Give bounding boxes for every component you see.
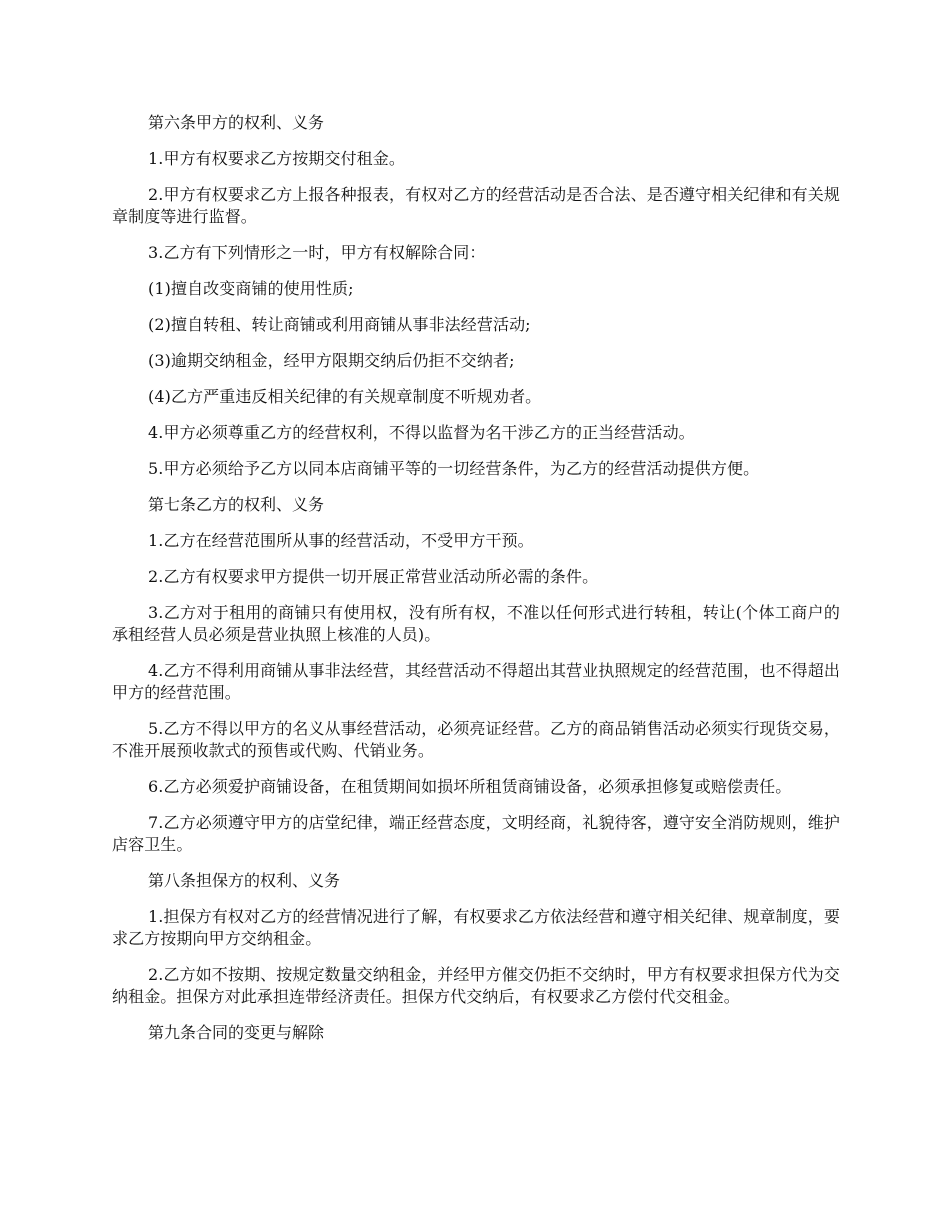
article-6-clause-1: 1.甲方有权要求乙方按期交付租金。	[148, 149, 405, 168]
document-body	[112, 112, 840, 1058]
article-7-clause-4: 4.乙方不得利用商铺从事非法经营，其经营活动不得超出其营业执照规定的经营范围，也不得超出甲方的经营范围。	[112, 661, 840, 702]
article-7-clause-2: 2.乙方有权要求甲方提供一切开展正常营业活动所必需的条件。	[148, 567, 599, 586]
article-6-clause-2: 2.甲方有权要求乙方上报各种报表，有权对乙方的经营活动是否合法、是否遵守相关纪律和有关规章制度等进行监督。	[112, 185, 840, 226]
article-6-clause-4: 4.甲方必须尊重乙方的经营权利，不得以监督为名干涉乙方的正当经营活动。	[148, 423, 695, 442]
article-7-clause-1: 1.乙方在经营范围所从事的经营活动，不受甲方干预。	[148, 531, 534, 550]
article-8-clause-1: 1.担保方有权对乙方的经营情况进行了解，有权要求乙方依法经营和遵守相关纪律、规章制度，要求乙方按期向甲方交纳租金。	[112, 907, 840, 948]
article-7-clause-7: 7.乙方必须遵守甲方的店堂纪律，端正经营态度，文明经商，礼貌待客，遵守安全消防规则，维护店容卫生。	[112, 813, 840, 854]
article-6-heading: 第六条甲方的权利、义务	[148, 113, 325, 132]
article-7-clause-5: 5.乙方不得以甲方的名义从事经营活动，必须亮证经营。乙方的商品销售活动必须实行现货交易，不准开展预收款式的预售或代购、代销业务。	[112, 719, 840, 760]
article-6-clause-3-item-4: (4)乙方严重违反相关纪律的有关规章制度不听规劝者。	[148, 387, 542, 406]
article-8-heading: 第八条担保方的权利、义务	[148, 871, 341, 890]
article-6-clause-3-item-1: (1)擅自改变商铺的使用性质;	[148, 279, 354, 298]
article-6-clause-3: 3.乙方有下列情形之一时，甲方有权解除合同：	[148, 243, 486, 262]
article-7-clause-6: 6.乙方必须爱护商铺设备，在租赁期间如损坏所租赁商铺设备，必须承担修复或赔偿责任。	[148, 777, 792, 796]
article-7-clause-3: 3.乙方对于租用的商铺只有使用权，没有所有权，不准以任何形式进行转租，转让(个体工商户的承租经营人员必须是营业执照上核准的人员)。	[112, 603, 840, 644]
article-6-clause-3-item-2: (2)擅自转租、转让商铺或利用商铺从事非法经营活动;	[148, 315, 531, 334]
article-7-heading: 第七条乙方的权利、义务	[148, 495, 325, 514]
article-9-heading: 第九条合同的变更与解除	[148, 1023, 325, 1042]
article-6-clause-3-item-3: (3)逾期交纳租金，经甲方限期交纳后仍拒不交纳者;	[148, 351, 515, 370]
article-6-clause-5: 5.甲方必须给予乙方以同本店商铺平等的一切经营条件，为乙方的经营活动提供方便。	[148, 459, 760, 478]
article-8-clause-2: 2.乙方如不按期、按规定数量交纳租金，并经甲方催交仍拒不交纳时，甲方有权要求担保方代为交纳租金。担保方对此承担连带经济责任。担保方代交纳后，有权要求乙方偿付代交租金。	[112, 965, 840, 1006]
